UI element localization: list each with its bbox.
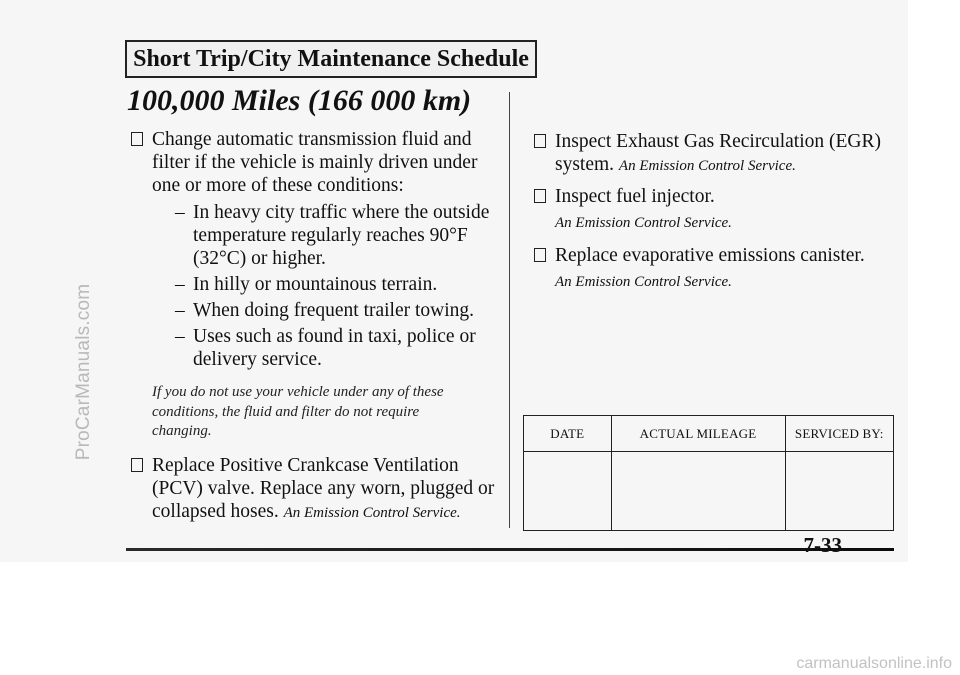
item-text: Change automatic transmission fluid and filter if the vehicle is mainly driven under one or more of these conditions: [152, 129, 478, 196]
item-text: Replace evaporative emissions canister. [555, 245, 865, 266]
list-item [175, 201, 506, 270]
checkbox-icon[interactable] [534, 134, 546, 148]
checklist-item-evap-canister [531, 244, 896, 294]
bottom-watermark: carmanualsonline.info [796, 655, 952, 672]
left-column [128, 128, 506, 525]
condition-text: Uses such as found in taxi, police or delivery service. [193, 326, 476, 370]
checkbox-icon[interactable] [534, 189, 546, 203]
checkbox-icon[interactable] [534, 248, 546, 262]
condition-text: When doing frequent trailer towing. [193, 300, 475, 321]
checklist-item-pcv [128, 454, 506, 525]
page-number: 7-33 [803, 533, 842, 557]
table-row [524, 452, 893, 531]
serviced-by-cell[interactable] [785, 452, 893, 531]
condition-note: If you do not use your vehicle under any of these conditions, the fluid and filter do not require changing. [152, 384, 444, 439]
column-header-date: DATE [524, 416, 611, 452]
dash-bullet: – [175, 274, 185, 295]
item-text: Replace Positive Crankcase Ventilation (PCV) valve. Replace any worn, plugged or collapsed hoses. [152, 454, 495, 522]
right-column [531, 130, 896, 294]
schedule-header: Short Trip/City Maintenance Schedule [125, 40, 537, 78]
service-label: An Emission Control Service. [555, 274, 732, 290]
dash-bullet: – [175, 326, 185, 347]
checklist-item-transmission [128, 128, 506, 442]
column-divider [509, 92, 510, 528]
column-header-serviced-by: SERVICED BY: [785, 416, 893, 452]
service-label: An Emission Control Service. [283, 504, 461, 521]
checklist-item-egr [531, 130, 896, 178]
dash-bullet: – [175, 300, 185, 321]
side-watermark: ProCarManuals.com [73, 283, 94, 461]
checkbox-icon[interactable] [131, 132, 143, 146]
list-item [175, 299, 506, 322]
date-cell[interactable] [524, 452, 611, 531]
column-header-actual-mileage: ACTUAL MILEAGE [611, 416, 785, 452]
item-text: Inspect fuel injector. [555, 186, 715, 207]
checklist-item-fuel-injector [531, 185, 896, 235]
item-text: Inspect Exhaust Gas Recirculation (EGR) system. [555, 131, 881, 175]
service-label: An Emission Control Service. [555, 215, 732, 231]
list-item [175, 325, 506, 371]
service-record-table [523, 415, 894, 531]
checkbox-icon[interactable] [131, 458, 143, 472]
service-label: An Emission Control Service. [618, 158, 796, 174]
list-item [175, 273, 506, 296]
footer-rule [126, 548, 894, 551]
condition-text: In hilly or mountainous terrain. [193, 274, 438, 295]
condition-list [175, 201, 506, 371]
mileage-cell[interactable] [611, 452, 785, 531]
mileage-heading: 100,000 Miles (166 000 km) [127, 84, 472, 117]
condition-text: In heavy city traffic where the outside temperature regularly reaches 90°F (32°C) or higher. [193, 202, 490, 269]
dash-bullet: – [175, 202, 185, 223]
